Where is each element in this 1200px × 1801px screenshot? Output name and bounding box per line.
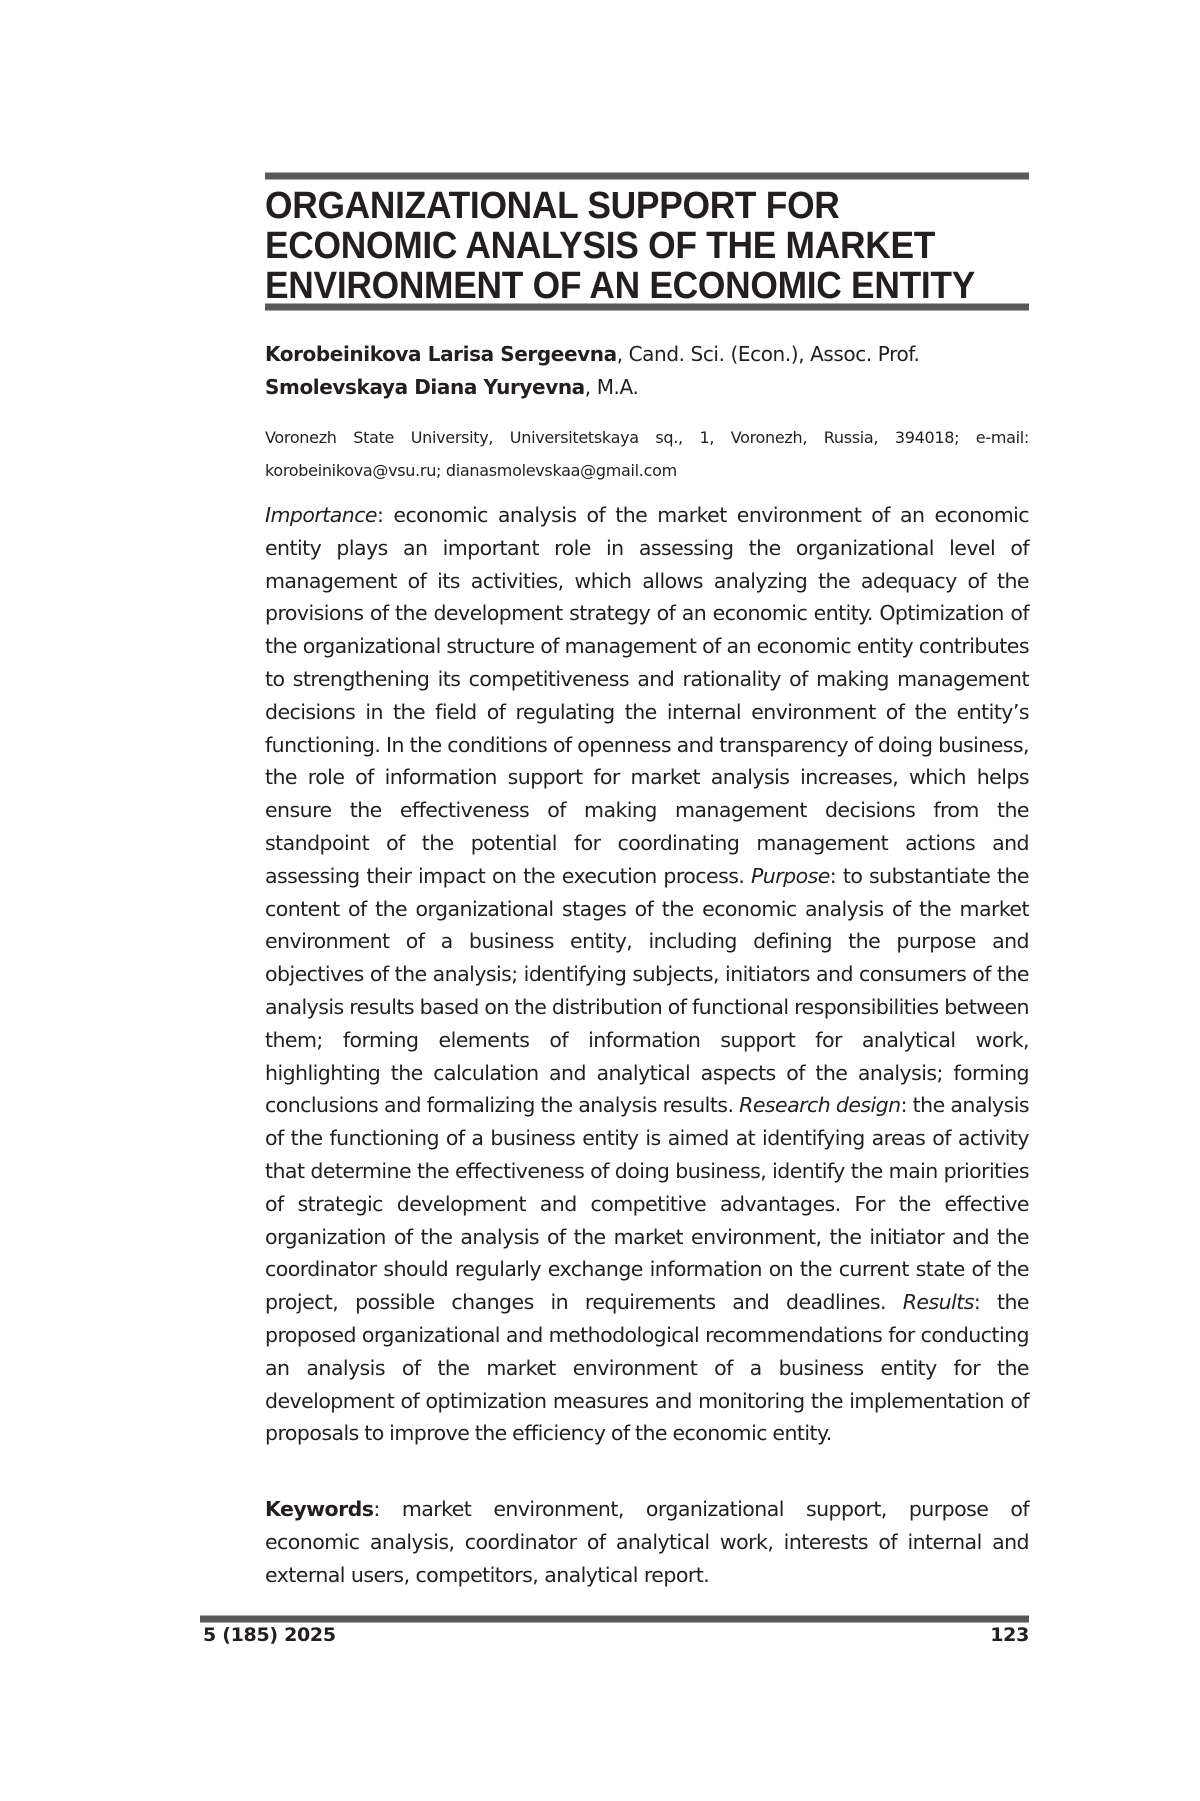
- design-label: Research design: [739, 1093, 900, 1117]
- keywords-label: Keywords: [265, 1497, 373, 1521]
- purpose-label: Purpose: [751, 864, 830, 888]
- issue-number: 5 (185) 2025: [203, 1624, 336, 1646]
- author-name: Smolevskaya Diana Yuryevna: [265, 375, 585, 399]
- author-name: Korobeinikova Larisa Sergeevna: [265, 342, 617, 366]
- title-bottom-rule: [265, 303, 1029, 311]
- author-2: [265, 371, 1029, 404]
- authors: [265, 338, 1029, 404]
- purpose-text: : to substantiate the content of the organizational stages of the economic analysis of the market environment of a business entity, including defining the purpose and objectives of the analysis; identifying subjects, initiators and consumers of the analysis results based on the distribution of functional responsibilities between them; forming elements of information support for analytical work, highlighting the calculation and analytical aspects of the analysis; forming conclusions and formalizing the analysis results.: [265, 864, 1029, 1118]
- abstract: [265, 499, 1029, 1450]
- article-title: ORGANIZATIONAL SUPPORT FOR ECONOMIC ANALYSIS OF THE MARKET ENVIRONMENT OF AN ECONOMIC ENTITY: [265, 186, 1028, 306]
- keywords-text: : market environment, organizational support, purpose of economic analysis, coordinator of analytical work, interests of internal and external users, competitors, analytical report.: [265, 1497, 1029, 1587]
- author-credentials: , Cand. Sci. (Econ.), Assoc. Prof.: [617, 342, 920, 366]
- importance-label: Importance: [265, 503, 377, 527]
- author-1: [265, 338, 1029, 371]
- footer-rule: [200, 1615, 1029, 1623]
- page-number: 123: [990, 1624, 1029, 1646]
- author-credentials: , M.A.: [585, 375, 639, 399]
- results-label: Results: [903, 1290, 974, 1314]
- results-text: : the proposed organizational and methodological recommendations for conducting an analysis of the market environment of a business entity for the development of optimization measures and monitoring the implementation of proposals to improve the efficiency of the economic entity.: [265, 1290, 1029, 1445]
- title-top-rule: [265, 172, 1029, 180]
- design-text: : the analysis of the functioning of a business entity is aimed at identifying areas of activity that determine the effectiveness of doing business, identify the main priorities of strategic development and competitive advantages. For the effective organization of the analysis of the market environment, the initiator and the coordinator should regularly exchange information on the current state of the project, possible changes in requirements and deadlines.: [265, 1093, 1029, 1314]
- affiliation: Voronezh State University, Universitetskaya sq., 1, Voronezh, Russia, 394018; e-mail: korobeinikova@vsu.ru; dianasmolevskaa@gmail.com: [265, 421, 1029, 487]
- importance-text: : economic analysis of the market environment of an economic entity plays an important role in assessing the organizational level of management of its activities, which allows analyzing the adequacy of the provisions of the development strategy of an economic entity. Optimization of the organizational structure of management of an economic entity contributes to strengthening its competitiveness and rationality of making management decisions in the field of regulating the internal environment of the entity’s functioning. In the conditions of openness and transparency of doing business, the role of information support for market analysis increases, which helps ensure the effectiveness of making management decisions from the standpoint of the potential for coordinating management actions and assessing their impact on the execution process.: [265, 503, 1029, 888]
- keywords: [265, 1493, 1029, 1591]
